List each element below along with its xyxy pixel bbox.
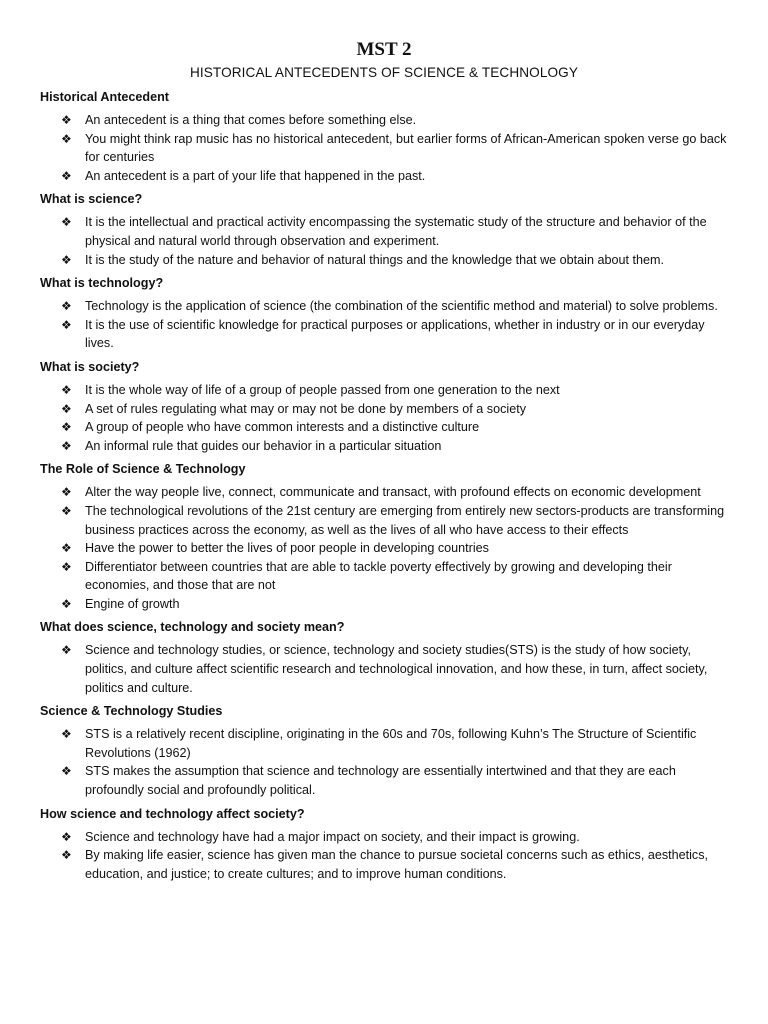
section-heading: What is science? xyxy=(40,192,143,207)
list-item-text: STS is a relatively recent discipline, originating in the 60s and 70s, following Kuhn’s The Structure of Scientific Revolutions (1962) xyxy=(85,727,697,760)
diamond-bullet-icon: ❖ xyxy=(61,317,72,332)
list-item-text: It is the whole way of life of a group of people passed from one generation to the next xyxy=(85,382,560,397)
section-heading: The Role of Science & Technology xyxy=(40,462,246,477)
diamond-bullet-icon: ❖ xyxy=(61,848,72,863)
diamond-bullet-icon: ❖ xyxy=(61,168,72,183)
list-item xyxy=(40,213,728,250)
list-item-text: It is the use of scientific knowledge for practical purposes or applications, whether in industry or in our everyday lives. xyxy=(85,317,705,351)
diamond-bullet-icon: ❖ xyxy=(61,438,72,453)
bullet-list xyxy=(40,725,728,799)
list-item xyxy=(40,418,728,437)
list-item xyxy=(40,502,728,539)
list-item-text: A set of rules regulating what may or may not be done by members of a society xyxy=(85,401,527,416)
list-item xyxy=(40,539,728,558)
list-item xyxy=(40,641,728,697)
list-item xyxy=(40,167,728,186)
list-item-text: Have the power to better the lives of poor people in developing countries xyxy=(85,541,489,556)
bullet-list xyxy=(40,213,728,269)
document-subtitle: HISTORICAL ANTECEDENTS OF SCIENCE & TECHNOLOGY xyxy=(189,65,579,80)
diamond-bullet-icon: ❖ xyxy=(61,643,72,658)
diamond-bullet-icon: ❖ xyxy=(61,596,72,611)
section xyxy=(40,702,728,799)
section-heading: Science & Technology Studies xyxy=(40,704,223,719)
diamond-bullet-icon: ❖ xyxy=(61,215,72,230)
list-item xyxy=(40,251,728,270)
list-item-text: Alter the way people live, connect, communicate and transact, with profound effects on economic development xyxy=(85,485,701,500)
section-heading: How science and technology affect society? xyxy=(40,806,305,821)
diamond-bullet-icon: ❖ xyxy=(61,829,72,844)
list-item-text: An antecedent is a thing that comes before something else. xyxy=(85,113,417,127)
section-heading: What does science, technology and society mean? xyxy=(40,620,345,635)
list-item xyxy=(40,846,728,883)
list-item-text: Differentiator between countries that are able to tackle poverty effectively by growing and developing their economies, and those that are not xyxy=(85,559,672,593)
diamond-bullet-icon: ❖ xyxy=(61,252,72,267)
list-item-text: An antecedent is a part of your life that happened in the past. xyxy=(85,168,426,183)
list-item xyxy=(40,762,728,799)
document-title: MST 2 xyxy=(356,39,412,60)
list-item xyxy=(40,400,728,419)
list-item xyxy=(40,437,728,456)
section xyxy=(40,190,728,269)
bullet-list xyxy=(40,483,728,613)
list-item-text: By making life easier, science has given man the chance to pursue societal concerns such as ethics, aesthetics, education, and justice; to create cultures; and to improve human conditions. xyxy=(85,848,709,881)
section xyxy=(40,618,728,697)
section xyxy=(40,805,728,884)
bullet-list xyxy=(40,641,728,697)
list-item xyxy=(40,130,728,167)
list-item-text: An informal rule that guides our behavior in a particular situation xyxy=(85,438,442,453)
list-item xyxy=(40,381,728,400)
list-item-text: Science and technology have had a major impact on society, and their impact is growing. xyxy=(85,829,580,844)
bullet-list xyxy=(40,828,728,884)
list-item xyxy=(40,828,728,847)
diamond-bullet-icon: ❖ xyxy=(61,113,72,127)
document-body xyxy=(40,88,728,883)
list-item xyxy=(40,595,728,614)
list-item xyxy=(40,483,728,502)
diamond-bullet-icon: ❖ xyxy=(61,559,72,574)
list-item xyxy=(40,297,728,316)
section-heading: Historical Antecedent xyxy=(40,90,169,104)
section-heading: What is society? xyxy=(40,359,140,374)
section xyxy=(40,274,728,353)
list-item-text: STS makes the assumption that science and technology are essentially intertwined and that they are each profoundly social and profoundly political. xyxy=(85,764,676,798)
list-item-text: Engine of growth xyxy=(85,596,180,611)
bullet-list xyxy=(40,381,728,455)
diamond-bullet-icon: ❖ xyxy=(61,382,72,397)
bullet-list xyxy=(40,297,728,353)
diamond-bullet-icon: ❖ xyxy=(61,401,72,416)
bullet-list xyxy=(40,111,728,185)
diamond-bullet-icon: ❖ xyxy=(61,131,72,146)
list-item-text: You might think rap music has no historical antecedent, but earlier forms of African-American spoken verse go back for centuries xyxy=(85,131,727,165)
list-item-text: A group of people who have common interests and a distinctive culture xyxy=(85,420,480,435)
list-item-text: The technological revolutions of the 21st century are emerging from entirely new sectors-products are transforming business practices across the economy, as well as the lives of all who have access to their effects xyxy=(85,503,725,537)
diamond-bullet-icon: ❖ xyxy=(61,485,72,500)
list-item xyxy=(40,725,728,762)
diamond-bullet-icon: ❖ xyxy=(61,503,72,518)
diamond-bullet-icon: ❖ xyxy=(61,299,72,314)
section-heading: What is technology? xyxy=(40,276,164,291)
section xyxy=(40,460,728,613)
diamond-bullet-icon: ❖ xyxy=(61,727,72,742)
section xyxy=(40,358,728,455)
list-item xyxy=(40,111,728,130)
section xyxy=(40,88,728,185)
list-item xyxy=(40,316,728,353)
list-item-text: Science and technology studies, or science, technology and society studies(STS) is the study of how society, politics, and culture affect scientific research and technological innovation, and how these, in turn, affect society, politics and culture. xyxy=(85,643,708,695)
list-item-text: It is the intellectual and practical activity encompassing the systematic study of the structure and behavior of the physical and natural world through observation and experiment. xyxy=(85,215,707,248)
diamond-bullet-icon: ❖ xyxy=(61,541,72,556)
diamond-bullet-icon: ❖ xyxy=(61,764,72,779)
diamond-bullet-icon: ❖ xyxy=(61,420,72,435)
list-item xyxy=(40,558,728,595)
list-item-text: It is the study of the nature and behavior of natural things and the knowledge that we obtain about them. xyxy=(85,252,664,267)
list-item-text: Technology is the application of science (the combination of the scientific method and material) to solve problems. xyxy=(85,299,718,314)
